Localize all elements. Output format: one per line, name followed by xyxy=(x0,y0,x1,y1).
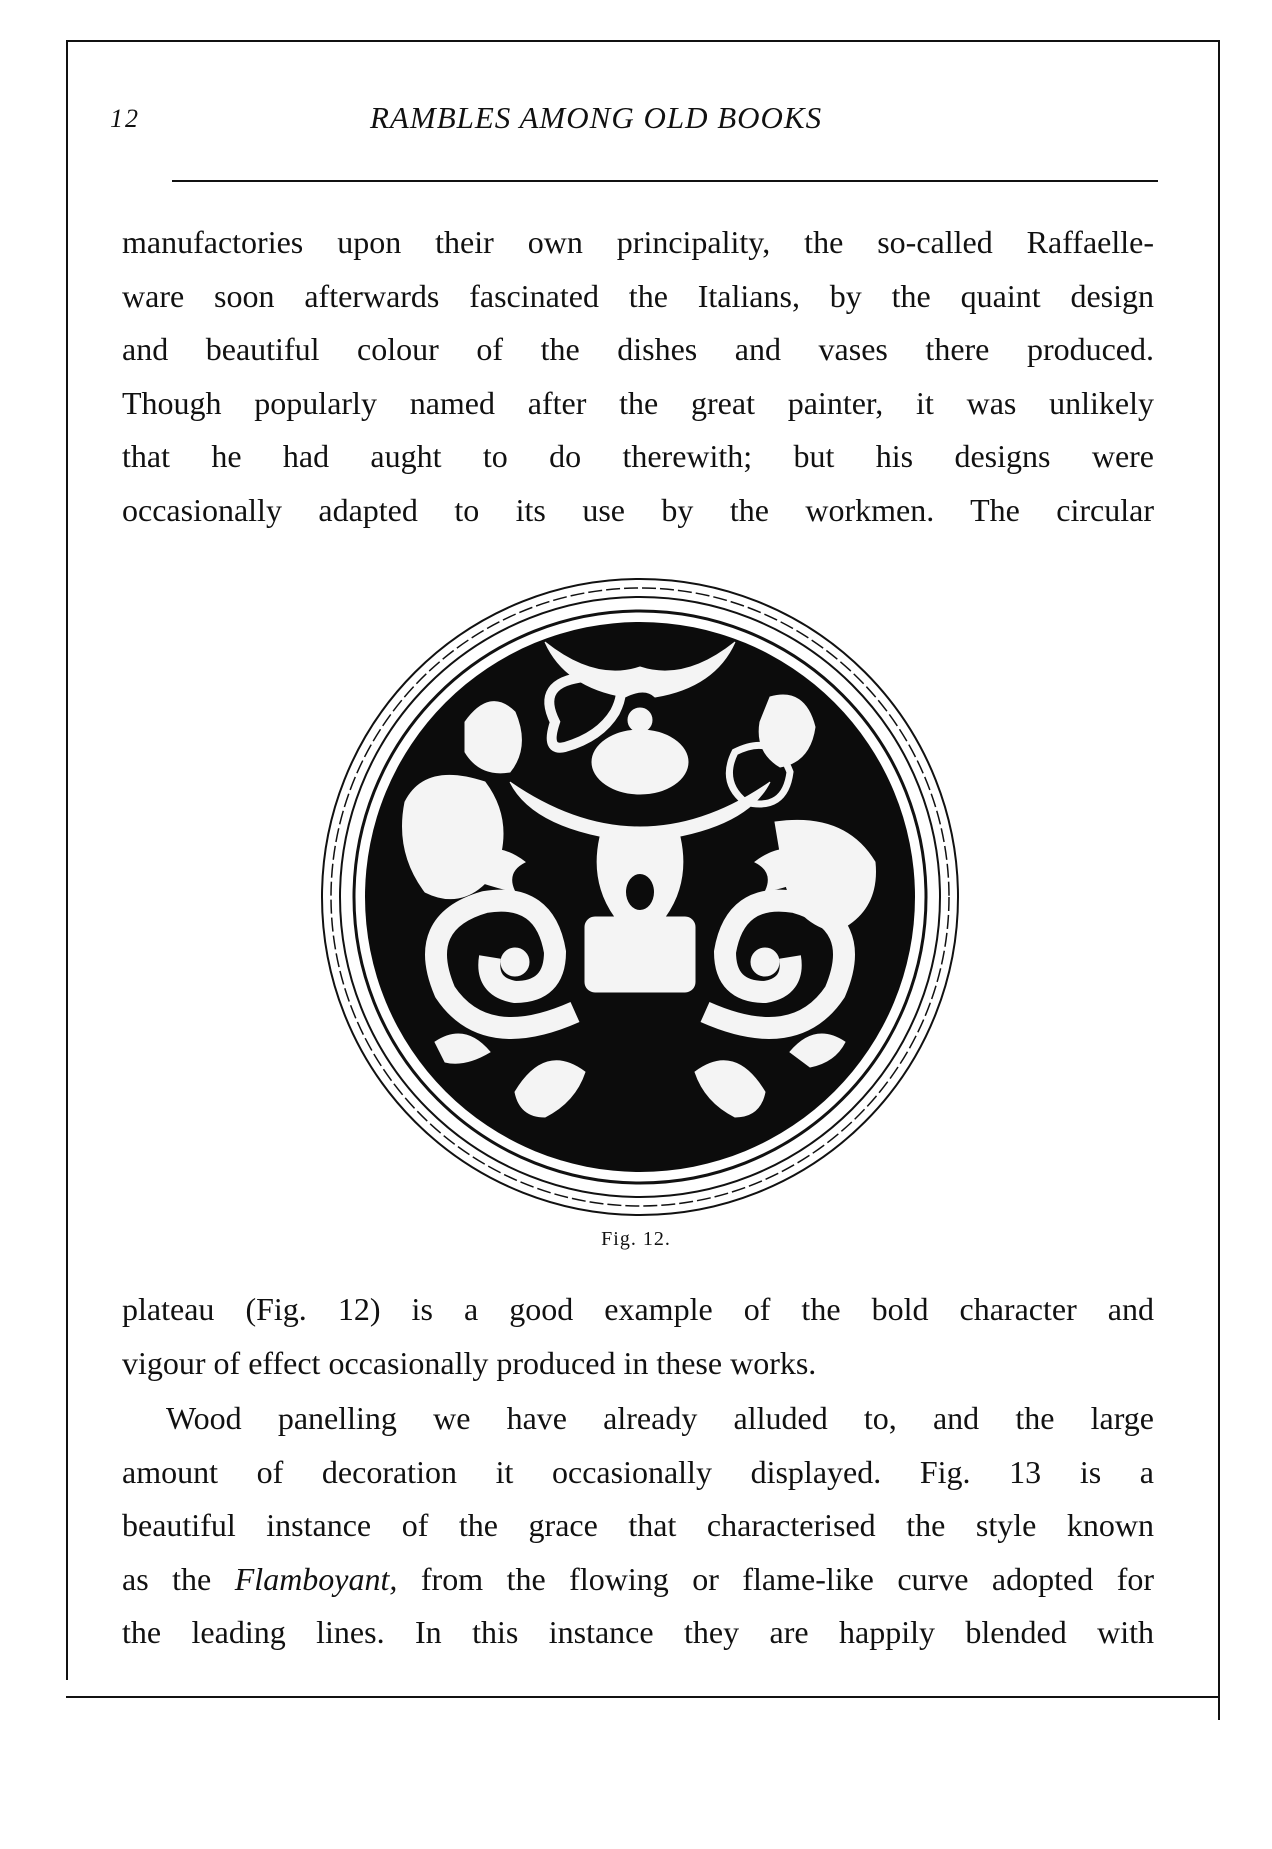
left-figure-head xyxy=(465,702,521,773)
text-line: and beautiful colour of the dishes and vases there produced. xyxy=(122,331,1154,367)
text-line: plateau (Fig. 12) is a good example of the bold character and xyxy=(122,1291,1154,1327)
paragraph-2 xyxy=(122,1283,1154,1390)
italic-term: Flamboyant, xyxy=(234,1560,398,1597)
page-number: 12 xyxy=(110,104,140,133)
running-title: RAMBLES AMONG OLD BOOKS xyxy=(370,100,823,135)
text-line: amount of decoration it occasionally displayed. Fig. 13 is a xyxy=(122,1453,1154,1490)
left-border-rule xyxy=(66,40,68,1680)
figure-caption: Fig. 12. xyxy=(601,1228,671,1250)
text-line: Though popularly named after the great painter, it was unlikely xyxy=(122,384,1154,421)
header-underline-rule xyxy=(172,180,1158,182)
right-border-rule xyxy=(1218,40,1220,1720)
urn-finial xyxy=(628,708,652,732)
paragraph-3 xyxy=(122,1392,1154,1660)
right-scroll-eye xyxy=(751,948,779,976)
central-urn xyxy=(592,730,688,794)
left-scroll-eye xyxy=(501,948,529,976)
text-line: that he had aught to do therewith; but his designs were xyxy=(122,438,1154,474)
line-suffix: from the flowing or flame-like curve adopted for xyxy=(420,1560,1155,1597)
line-prefix: as the xyxy=(122,1560,212,1597)
paragraph-1 xyxy=(122,216,1154,537)
text-line: Wood panelling we have already alluded to, and the large xyxy=(166,1400,1154,1436)
bottom-border-rule xyxy=(66,1696,1220,1698)
central-tablet xyxy=(585,917,695,992)
text-line: occasionally adapted to its use by the workmen. The circular xyxy=(122,491,1154,528)
plateau-engraving-figure xyxy=(315,572,965,1222)
text-line: vigour of effect occasionally produced in these works. xyxy=(122,1344,817,1381)
running-head xyxy=(110,100,1160,140)
top-border-rule xyxy=(68,40,1220,42)
text-line: ware soon afterwards fascinated the Italians, by the quaint design xyxy=(122,277,1154,314)
text-line xyxy=(122,1553,1154,1607)
text-line: the leading lines. In this instance they are happily blended with xyxy=(122,1614,1154,1650)
mask-mouth xyxy=(626,874,654,910)
text-line: beautiful instance of the grace that characterised the style known xyxy=(122,1507,1154,1543)
text-line: manufactories upon their own principality, the so-called Raffaelle- xyxy=(122,224,1154,260)
